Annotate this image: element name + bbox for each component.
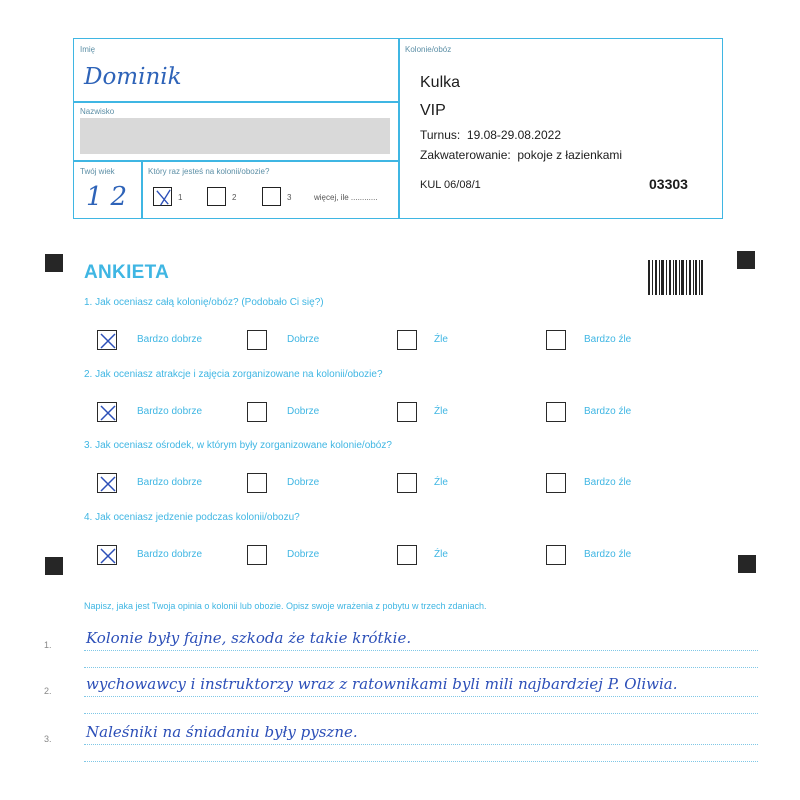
rating-checkbox[interactable] (546, 402, 566, 422)
rating-option-label: Bardzo dobrze (137, 549, 203, 560)
rating-checkbox[interactable] (397, 330, 417, 350)
opinion-answer[interactable]: wychowawcy i instruktorzy wraz z ratownikami byli mili najbardziej P. Oliwia. (86, 675, 678, 693)
rating-option-label: Źle (434, 477, 448, 488)
rating-checkbox[interactable] (397, 402, 417, 422)
registration-mark (737, 251, 755, 269)
dotted-line (84, 713, 758, 714)
turnus: Turnus: 19.08-29.08.2022 (420, 128, 561, 142)
opinion-line-number: 3. (44, 734, 52, 744)
opinion-line-number: 2. (44, 686, 52, 696)
rating-checkbox[interactable] (97, 330, 117, 350)
ktory-raz-label: Który raz jesteś na kolonii/obozie? (148, 167, 270, 176)
rating-option-label: Dobrze (287, 549, 320, 560)
check-x-icon (98, 546, 118, 566)
registration-mark (45, 254, 63, 272)
rating-option-label: Źle (434, 549, 448, 560)
question-text: 3. Jak oceniasz ośrodek, w którym były zorganizowane kolonie/obóz? (84, 440, 392, 451)
rating-option-label: Dobrze (287, 334, 320, 345)
opinion-answer[interactable]: Naleśniki na śniadaniu były pyszne. (86, 723, 358, 741)
barcode (648, 260, 703, 295)
rating-option-label: Dobrze (287, 406, 320, 417)
wiecej-label: więcej, ile ............ (314, 193, 378, 202)
check-x-icon (154, 188, 173, 207)
question-text: 2. Jak oceniasz atrakcje i zajęcia zorganizowane na kolonii/obozie? (84, 369, 383, 380)
rating-option-label: Dobrze (287, 477, 320, 488)
zakwaterowanie: Zakwaterowanie: pokoje z łazienkami (420, 148, 623, 162)
header-divider (73, 101, 399, 103)
rating-checkbox[interactable] (247, 402, 267, 422)
opinion-answer[interactable]: Kolonie były fajne, szkoda że takie krótkie. (86, 629, 412, 647)
camp-type: VIP (420, 102, 446, 119)
nazwisko-label: Nazwisko (80, 107, 115, 116)
barcode-icon (648, 260, 703, 295)
wiek-value[interactable]: 12 (86, 182, 136, 212)
rating-checkbox[interactable] (546, 330, 566, 350)
rating-option-label: Źle (434, 406, 448, 417)
dotted-line (84, 667, 758, 668)
opinion-prompt: Napisz, jaka jest Twoja opinia o kolonii lub obozie. Opisz swoje wrażenia z pobytu w trzech zdaniach. (84, 601, 487, 611)
nazwisko-redacted (80, 118, 390, 154)
rating-checkbox[interactable] (247, 473, 267, 493)
rating-option-label: Bardzo dobrze (137, 334, 203, 345)
rating-option-label: Bardzo źle (584, 477, 632, 488)
ktory-raz-checkbox-1[interactable] (153, 187, 172, 206)
rating-option-label: Bardzo źle (584, 406, 632, 417)
rating-checkbox[interactable] (97, 473, 117, 493)
rating-checkbox[interactable] (97, 545, 117, 565)
rating-checkbox[interactable] (97, 402, 117, 422)
ktory-raz-option-label: 3 (287, 193, 292, 202)
rating-option-label: Bardzo dobrze (137, 477, 203, 488)
check-x-icon (98, 474, 118, 494)
ktory-raz-option-label: 2 (232, 193, 237, 202)
opinion-line-number: 1. (44, 640, 52, 650)
dotted-line (84, 744, 758, 745)
kolonie-label: Kolonie/obóz (405, 45, 452, 54)
rating-checkbox[interactable] (247, 545, 267, 565)
registration-mark (45, 557, 63, 575)
survey-title: ANKIETA (84, 262, 170, 283)
question-text: 1. Jak oceniasz całą kolonię/obóz? (Podobało Ci się?) (84, 297, 324, 308)
rating-checkbox[interactable] (397, 473, 417, 493)
dotted-line (84, 650, 758, 651)
rating-option-label: Bardzo dobrze (137, 406, 203, 417)
ktory-raz-checkbox-3[interactable] (262, 187, 281, 206)
check-x-icon (98, 331, 118, 351)
camp-code: KUL 06/08/1 (420, 179, 481, 191)
rating-checkbox[interactable] (546, 473, 566, 493)
check-x-icon (98, 403, 118, 423)
rating-option-label: Źle (434, 334, 448, 345)
form-number: 03303 (649, 176, 688, 192)
wiek-label: Twój wiek (80, 167, 115, 176)
header-divider (398, 38, 400, 219)
question-text: 4. Jak oceniasz jedzenie podczas kolonii/obozu? (84, 512, 300, 523)
dotted-line (84, 696, 758, 697)
registration-mark (738, 555, 756, 573)
rating-checkbox[interactable] (397, 545, 417, 565)
rating-option-label: Bardzo źle (584, 334, 632, 345)
rating-option-label: Bardzo źle (584, 549, 632, 560)
imie-value[interactable]: Dominik (84, 64, 182, 90)
rating-checkbox[interactable] (546, 545, 566, 565)
imie-label: Imię (80, 45, 96, 54)
rating-checkbox[interactable] (247, 330, 267, 350)
ktory-raz-option-label: 1 (178, 193, 183, 202)
dotted-line (84, 761, 758, 762)
header-divider (141, 160, 143, 219)
camp-name: Kulka (420, 74, 461, 91)
header-divider (73, 160, 399, 162)
ktory-raz-checkbox-2[interactable] (207, 187, 226, 206)
